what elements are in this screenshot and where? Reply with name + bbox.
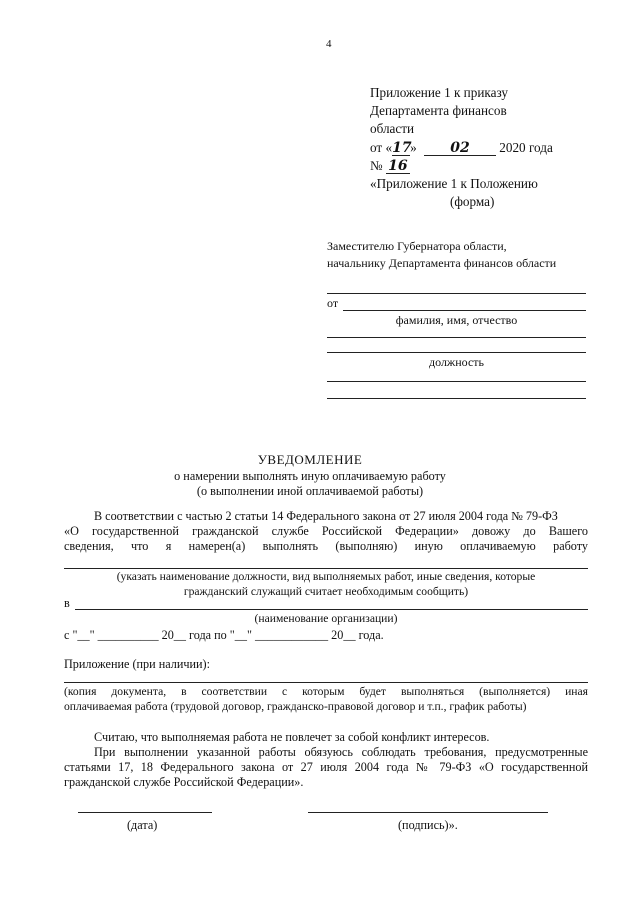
attachment-label: Приложение (при наличии): bbox=[64, 657, 210, 671]
fio-caption: фамилия, имя, отчество bbox=[395, 313, 518, 327]
appendix-date-line bbox=[370, 139, 610, 157]
paragraph-1-line-2: «О государственной гражданской службе Российской Федерации» довожу до Вашего bbox=[64, 524, 588, 538]
fio-blank-line bbox=[343, 310, 586, 311]
obligation-line-3: гражданской службе Российской Федерации». bbox=[64, 775, 304, 789]
conflict-statement: Считаю, что выполняемая работа не повлечет за собой конфликт интересов. bbox=[94, 730, 490, 744]
addressee-block bbox=[327, 238, 597, 272]
appendix-line-3: области bbox=[370, 121, 415, 137]
date-year: 2020 года bbox=[499, 139, 553, 155]
paragraph-1-line-3: сведения, что я намерен(а) выполнять (выполняю) иную оплачиваемую работу bbox=[64, 539, 588, 553]
number-prefix: № bbox=[370, 157, 383, 173]
date-day: 17 bbox=[392, 139, 412, 156]
notice-subtitle-2: (о выполнении иной оплачиваемой работы) bbox=[196, 484, 424, 498]
number-value: 16 bbox=[386, 159, 410, 174]
signature-caption: (подпись)». bbox=[398, 818, 458, 832]
addressee-blank-line-5 bbox=[327, 398, 586, 399]
work-caption-2: гражданский служащий считает необходимым сообщить) bbox=[183, 585, 469, 598]
appendix-forma: (форма) bbox=[450, 194, 495, 210]
obligation-line-1: При выполнении указанной работы обязуюсь соблюдать требования, предусмотренные bbox=[94, 745, 588, 759]
copy-caption-1: (копия документа, в соответствии с которым будет выполняться (выполняется) иная bbox=[64, 685, 588, 698]
appendix-line-2: Департамента финансов bbox=[370, 103, 507, 119]
org-blank-line bbox=[75, 609, 588, 610]
addressee-blank-line-3 bbox=[327, 352, 586, 353]
work-caption-1: (указать наименование должности, вид выполняемых работ, иные сведения, которые bbox=[116, 570, 536, 583]
notice-title: УВЕДОМЛЕНИЕ bbox=[257, 452, 363, 467]
addressee-line-2: начальнику Департамента финансов области bbox=[327, 256, 557, 270]
date-signature-line bbox=[78, 812, 212, 813]
obligation-line-2: статьями 17, 18 Федерального закона от 27 июля 2004 года № 79-ФЗ «О государственной bbox=[64, 760, 588, 774]
paragraph-1-line-1: В соответствии с частью 2 статьи 14 Федерального закона от 27 июля 2004 года № 79-ФЗ bbox=[94, 509, 558, 523]
notice-subtitle-1: о намерении выполнять иную оплачиваемую работу bbox=[174, 469, 446, 483]
from-label: от bbox=[327, 296, 339, 310]
appendix-polozhenie: «Приложение 1 к Положению bbox=[370, 176, 538, 192]
appendix-number-line bbox=[370, 157, 610, 175]
addressee-line-1: Заместителю Губернатора области, bbox=[327, 239, 507, 253]
in-label: в bbox=[64, 596, 70, 610]
signature-line bbox=[308, 812, 548, 813]
org-caption: (наименование организации) bbox=[254, 612, 398, 625]
page-number: 4 bbox=[326, 38, 332, 50]
date-mid: » bbox=[410, 139, 417, 155]
addressee-blank-line-4 bbox=[327, 381, 586, 382]
appendix-block bbox=[370, 84, 610, 211]
appendix-line-1: Приложение 1 к приказу bbox=[370, 85, 508, 100]
copy-caption-2: оплачиваемая работа (трудовой договор, гражданско-правовой договор и т.п., график работы) bbox=[64, 700, 527, 713]
addressee-blank-line-1 bbox=[327, 293, 586, 294]
attachment-blank-line bbox=[64, 682, 588, 683]
date-caption: (дата) bbox=[127, 818, 158, 832]
work-blank-line bbox=[64, 568, 588, 569]
position-caption: должность bbox=[429, 355, 484, 369]
date-prefix: от « bbox=[370, 139, 393, 155]
date-month: 02 bbox=[424, 141, 496, 156]
period-line: с "__" __________ 20__ года по "__" ____________ 20__ года. bbox=[64, 628, 384, 642]
addressee-blank-line-2 bbox=[327, 337, 586, 338]
